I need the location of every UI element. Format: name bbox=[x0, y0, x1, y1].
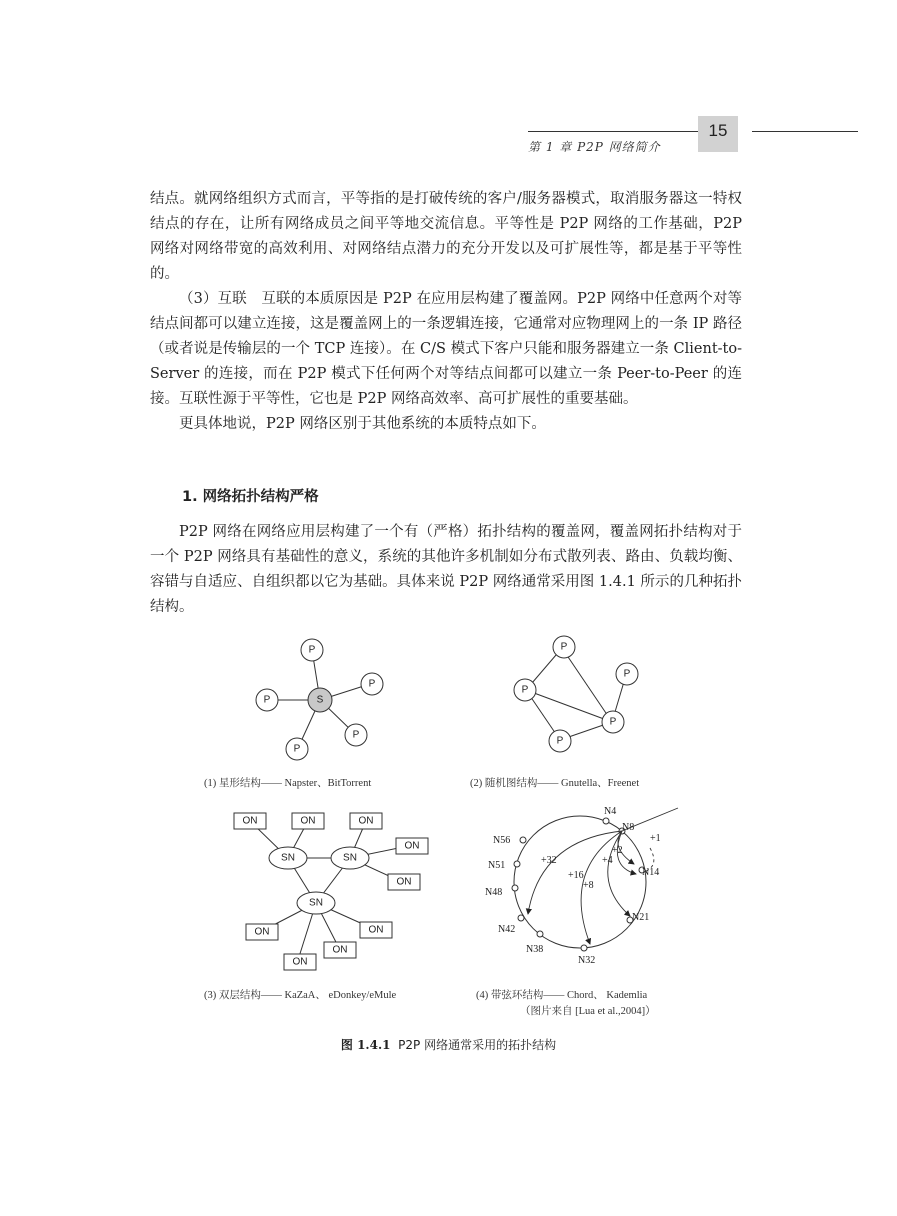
peer-label: P bbox=[368, 678, 376, 690]
figure-title bbox=[0, 1036, 897, 1053]
ordinary-node-label: ON bbox=[254, 926, 270, 938]
ring-node bbox=[514, 861, 520, 867]
ring-node bbox=[537, 931, 543, 937]
star-nodes bbox=[256, 639, 383, 760]
ring-node bbox=[518, 915, 524, 921]
ring-node-label: N48 bbox=[485, 887, 503, 898]
header-rule-right bbox=[752, 131, 858, 132]
section-body bbox=[150, 520, 742, 620]
body-text bbox=[150, 187, 742, 437]
ring-node-label: N32 bbox=[578, 955, 596, 966]
figure-number: 图 1.4.1 bbox=[340, 1038, 391, 1052]
finger-label: +1 bbox=[650, 833, 661, 844]
chord-ring bbox=[514, 816, 646, 948]
section-paragraph: P2P 网络在网络应用层构建了一个有（严格）拓扑结构的覆盖网，覆盖网拓扑结构对于一个 P2P 网络具有基础性的意义，系统的其他许多机制如分布式散列表、路由、负载均衡、容错与自适应、自组织都以它为基础。具体来说 P2P 网络通常采用图 1.4.1 所示的几种拓扑结构。 bbox=[150, 524, 742, 615]
ordinary-node-label: ON bbox=[332, 944, 348, 956]
caption-two-tier: (3) 双层结构—— KaZaA、 eDonkey/eMule bbox=[204, 990, 397, 1001]
running-header-chapter: 第 1 章 P2P 网络简介 bbox=[528, 140, 661, 154]
ring-node-label: N8 bbox=[622, 822, 635, 833]
ring-node bbox=[603, 818, 609, 824]
ordinary-node-label: ON bbox=[300, 815, 316, 827]
chord-ring-topology bbox=[485, 806, 678, 966]
peer-label: P bbox=[352, 729, 360, 741]
super-node-label: SN bbox=[309, 897, 323, 909]
ordinary-node-label: ON bbox=[242, 815, 258, 827]
finger-label: +8 bbox=[583, 880, 594, 891]
peer-label: P bbox=[623, 668, 631, 680]
ring-node-label: N51 bbox=[488, 860, 506, 871]
paragraph-1: 结点。就网络组织方式而言，平等指的是打破传统的客户/服务器模式，取消服务器这一特权结点的存在，让所有网络成员之间平等地交流信息。平等性是 P2P 网络的工作基础，P2P 网络对网络带宽的高效利用、对网络结点潜力的充分开发以及可扩展性等，都是基于平等性的。 bbox=[150, 191, 742, 282]
figure-title-text: P2P 网络通常采用的拓扑结构 bbox=[398, 1038, 557, 1052]
page-number: 15 bbox=[698, 116, 738, 152]
peer-label: P bbox=[521, 684, 529, 696]
topology-diagrams bbox=[190, 630, 710, 1030]
peer-label: P bbox=[293, 743, 301, 755]
caption-random: (2) 随机图结构—— Gnutella、Freenet bbox=[470, 778, 640, 789]
ring-node-label: N42 bbox=[498, 924, 516, 935]
ordinary-node-label: ON bbox=[292, 956, 308, 968]
server-label: S bbox=[316, 694, 324, 706]
ring-node-label: N56 bbox=[493, 835, 511, 846]
paragraph-2: （3）互联 互联的本质原因是 P2P 在应用层构建了覆盖网。P2P 网络中任意两个对等结点间都可以建立连接，这是覆盖网上的一条逻辑连接，它通常对应物理网上的一条 IP 路径（或者说是传输层的一个 TCP 连接）。在 C/S 模式下客户只能和服务器建立一条 Client-to-Server 的连接，而在 P2P 模式下任何两个对等结点间都可以建立一条 Peer-to-Peer 的连接。互联性源于平等性，它也是 P2P 网络高效率、高可扩展性的重要基础。 bbox=[150, 291, 742, 407]
ring-node bbox=[581, 945, 587, 951]
ordinary-node-label: ON bbox=[396, 876, 412, 888]
super-node-label: SN bbox=[343, 852, 357, 864]
peer-label: P bbox=[556, 735, 564, 747]
super-node-label: SN bbox=[281, 852, 295, 864]
ring-node-label: N21 bbox=[632, 912, 650, 923]
finger-label: +32 bbox=[541, 855, 557, 866]
ring-node-label: N14 bbox=[642, 867, 660, 878]
finger-label: +16 bbox=[568, 870, 584, 881]
ordinary-node-label: ON bbox=[358, 815, 374, 827]
ring-node-label: N4 bbox=[604, 806, 617, 817]
header-rule-left bbox=[528, 131, 698, 132]
finger-label: +4 bbox=[602, 855, 613, 866]
peer-label: P bbox=[308, 644, 316, 656]
peer-label: P bbox=[609, 716, 617, 728]
finger-label: +2 bbox=[612, 845, 623, 856]
page-header bbox=[0, 0, 897, 160]
paragraph-3: 更具体地说，P2P 网络区别于其他系统的本质特点如下。 bbox=[179, 416, 546, 432]
peer-label: P bbox=[263, 694, 271, 706]
caption-star: (1) 星形结构—— Napster、BitTorrent bbox=[204, 778, 372, 789]
caption-ring-source: （图片来自 [Lua et al.,2004]） bbox=[520, 1006, 656, 1017]
peer-label: P bbox=[560, 641, 568, 653]
ring-node-label: N38 bbox=[526, 944, 544, 955]
ordinary-node-label: ON bbox=[368, 924, 384, 936]
ring-node bbox=[512, 885, 518, 891]
two-tier-nodes bbox=[234, 813, 428, 970]
caption-ring: (4) 带弦环结构—— Chord、 Kademlia bbox=[476, 990, 648, 1001]
section-heading: 1. 网络拓扑结构严格 bbox=[182, 489, 319, 505]
figure-1-4-1 bbox=[190, 630, 710, 1030]
ordinary-node-label: ON bbox=[404, 840, 420, 852]
ring-node bbox=[520, 837, 526, 843]
